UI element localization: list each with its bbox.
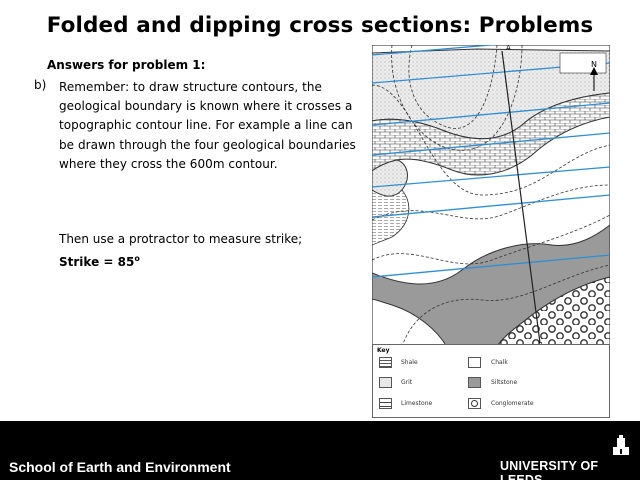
- conglomerate-swatch-icon: [468, 398, 481, 409]
- geological-map: [372, 45, 610, 347]
- key-item-conglomerate: Conglomerate: [491, 400, 534, 407]
- school-name: School of Earth and Environment: [9, 459, 231, 475]
- siltstone-swatch-icon: [468, 377, 481, 388]
- north-label: N: [591, 60, 597, 69]
- key-item-grit: Grit: [401, 379, 413, 386]
- item-marker: b): [34, 78, 47, 92]
- point-a-label: A: [506, 45, 511, 52]
- key-item-siltstone: Siltstone: [491, 379, 518, 386]
- explanation-text: Remember: to draw structure contours, the geological boundary is known where it crosses a topographic contour line. For example a line can be drawn through the four geological boundaries where they cross the 600m contour.: [59, 80, 356, 171]
- instruction-text: Then use a protractor to measure strike;: [59, 232, 303, 246]
- shale-swatch-icon: [379, 357, 392, 368]
- instruction-block: [59, 230, 302, 272]
- chalk-swatch-icon: [468, 357, 481, 368]
- key-title: Key: [377, 347, 390, 354]
- key-item-limestone: Limestone: [401, 400, 433, 407]
- strike-value: Strike = 85: [59, 255, 135, 270]
- limestone-swatch-icon: [379, 398, 392, 409]
- map-key: [372, 344, 610, 418]
- degree-mark: o: [134, 254, 140, 264]
- strike-answer: [59, 249, 302, 272]
- key-item-chalk: Chalk: [491, 359, 508, 366]
- answers-heading: Answers for problem 1:: [47, 58, 206, 72]
- slide-title: Folded and dipping cross sections: Problems: [46, 13, 594, 38]
- university-crest-icon: [608, 435, 634, 457]
- key-item-shale: Shale: [401, 359, 418, 366]
- grit-swatch-icon: [379, 377, 392, 388]
- university-name: UNIVERSITY OF LEEDS: [500, 459, 599, 487]
